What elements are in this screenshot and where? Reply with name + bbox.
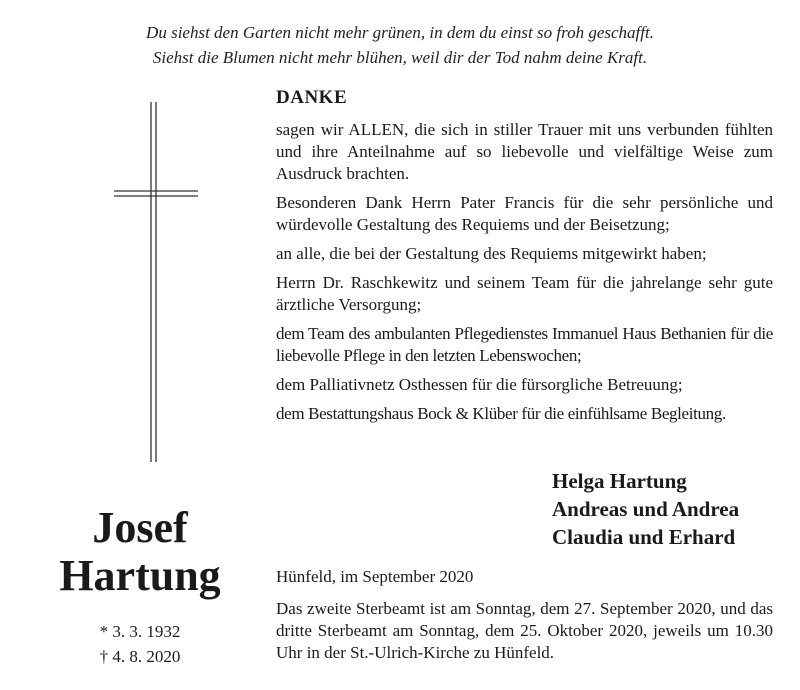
thanks-section xyxy=(276,86,773,432)
place-date: Hünfeld, im September 2020 xyxy=(276,567,474,586)
thanks-paragraph: an alle, die bei der Gestaltung des Requiems mitgewirkt haben; xyxy=(276,244,707,263)
deceased-name xyxy=(40,504,240,600)
thanks-paragraph: Besonderen Dank Herrn Pater Francis für die sehr persönliche und würdevolle Gestaltung des Requiems und der Beisetzung; xyxy=(276,193,773,234)
cross-icon xyxy=(0,0,260,470)
poem-line-2: Siehst die Blumen nicht mehr blühen, weil dir der Tod nahm deine Kraft. xyxy=(152,48,648,67)
thanks-paragraph: dem Bestattungshaus Bock & Klüber für die einfühlsame Begleitung. xyxy=(276,404,726,423)
first-name: Josef xyxy=(92,503,188,552)
birth-date: * 3. 3. 1932 xyxy=(99,622,181,641)
family-member: Claudia und Erhard xyxy=(552,525,736,549)
thanks-heading: DANKE xyxy=(276,87,348,108)
services-text: Das zweite Sterbeamt ist am Sonntag, dem 27. September 2020, und das dritte Sterbeamt am Sonntag, dem 25. Oktober 2020, jeweils um 10.30 Uhr in der St.-Ulrich-Kirche zu Hünfeld. xyxy=(276,599,773,662)
life-dates xyxy=(40,619,240,669)
poem-line-1: Du siehst den Garten nicht mehr grünen, in dem du einst so froh geschafft. xyxy=(146,23,654,42)
death-date: † 4. 8. 2020 xyxy=(99,647,181,666)
thanks-paragraph: dem Team des ambulanten Pflegedienstes Immanuel Haus Bethanien für die liebevolle Pflege in den letzten Lebenswochen; xyxy=(276,324,773,365)
family-names xyxy=(552,467,739,551)
family-member: Helga Hartung xyxy=(552,469,687,493)
thanks-paragraph: Herrn Dr. Raschkewitz und seinem Team für die jahrelange sehr gute ärztliche Versorgung; xyxy=(276,273,773,314)
family-member: Andreas und Andrea xyxy=(552,497,740,521)
thanks-paragraph: dem Palliativnetz Osthessen für die fürsorgliche Betreuung; xyxy=(276,375,683,394)
last-name: Hartung xyxy=(59,551,221,600)
thanks-paragraph: sagen wir ALLEN, die sich in stiller Trauer mit uns verbunden fühlten und ihre Anteilnahme auf so liebevolle und vielfältige Weise zum Ausdruck brachten. xyxy=(276,120,773,183)
